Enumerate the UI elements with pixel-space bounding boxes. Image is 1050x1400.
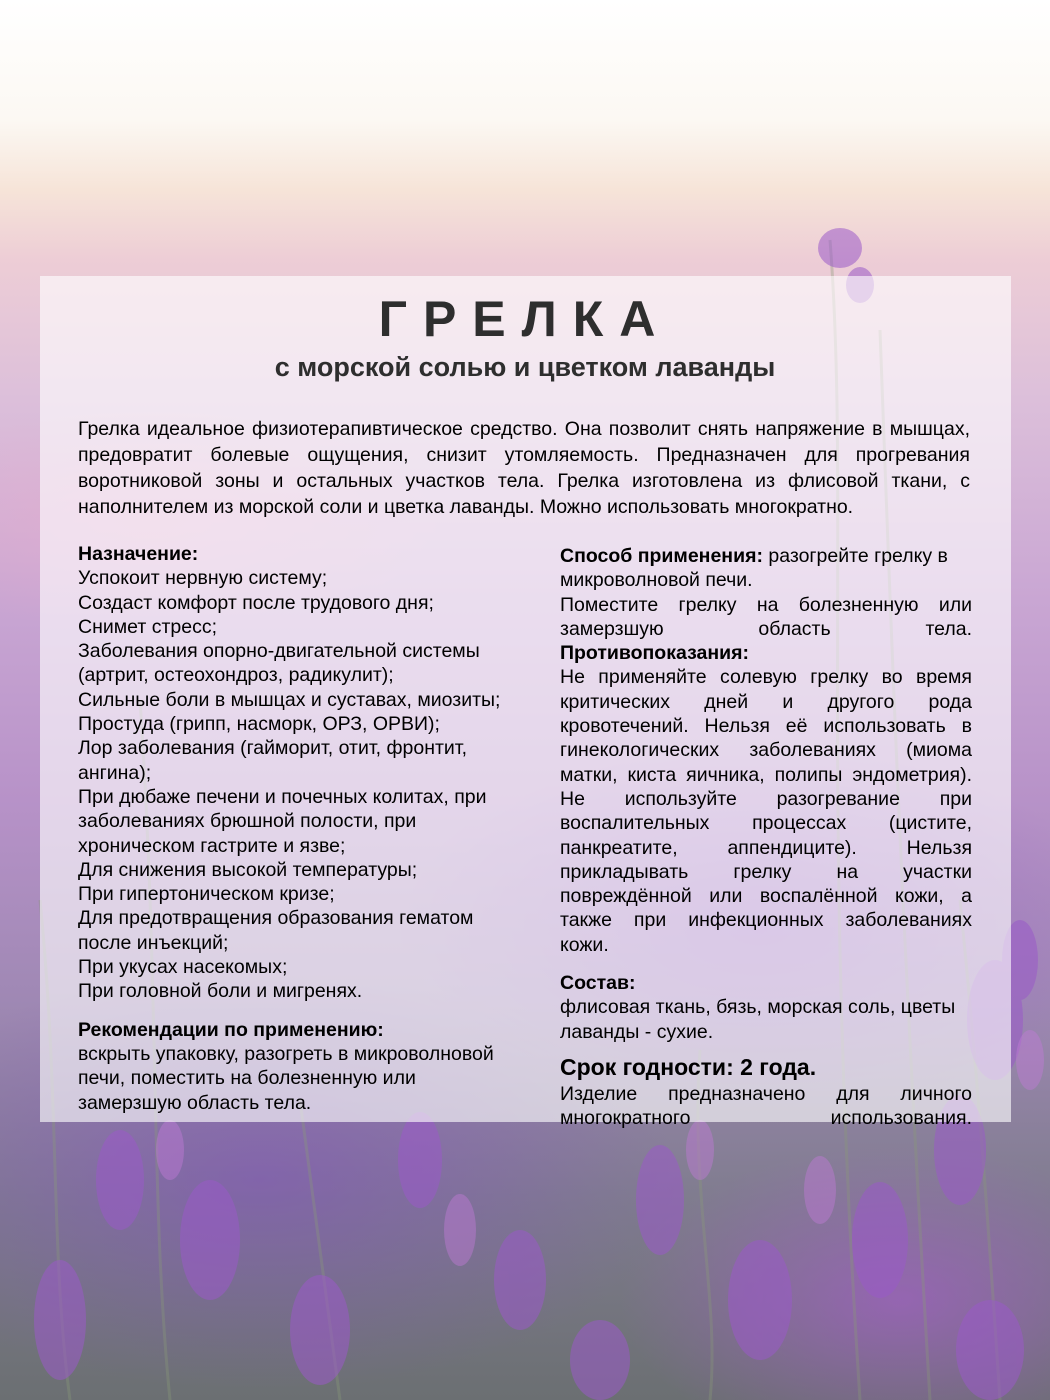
usage-heading: Способ применения: (560, 545, 763, 567)
page-title: ГРЕЛКА (378, 291, 672, 347)
purpose-item: При укусах насекомых; (78, 956, 288, 979)
purpose-item: Лор заболевания (гайморит, отит, фронтит, ангина); (78, 737, 467, 784)
purpose-item: При гипертоническом кризе; (78, 883, 335, 906)
purpose-item: Создаст комфорт после трудового дня; (78, 591, 434, 614)
composition-text: флисовая ткань, бязь, морская соль, цветы лаванды - сухие. (560, 996, 956, 1043)
purpose-heading: Назначение: (78, 543, 199, 565)
purpose-item: Сильные боли в мышцах и суставах, миозиты; (78, 688, 501, 711)
purpose-item: При дюбаже печени и почечных колитах, при заболеваниях брюшной полости, при хроническом гастрите и язве; (78, 785, 487, 857)
recommendations-text: вскрыть упаковку, разогреть в микроволновой печи, поместить на болезненную или замерзшую область тела. (78, 1042, 494, 1114)
contraindications-text: Не применяйте солевую грелку во время критических дней и другого рода кровотечений. Нельзя её использовать в гинекологических заболеваниях (миома матки, киста яичника, полипы эндометрия). Не используйте разогревание при воспалительных процессах (цистите, панкреатите, аппендиците). Нельзя прикладывать грелку на участки повреждённой или воспалённой кожи, а также при инфекционных заболеваниях кожи. (560, 666, 972, 956)
shelf-life: Срок годности: 2 года. (560, 1053, 817, 1080)
purpose-item: Успокоит нервную систему; (78, 567, 328, 590)
intro-paragraph: Грелка идеальное физиотерапивтическое средство. Она позволит снять напряжение в мышцах, предовратит болевые ощущения, снизит утомляемость. Предназначен для прогревания воротниковой зоны и остальных участков тела. Грелка изготовлена из флисовой ткани, с наполнителем из морской соли и цветка лаванды. Можно использовать многократно. (78, 418, 970, 518)
purpose-item: При головной боли и мигренях. (78, 980, 363, 1003)
purpose-item: Снимет стресс; (78, 615, 217, 638)
usage-text-2: Поместите грелку на болезненную или замерзшую область тела. (560, 593, 972, 640)
page-subtitle: с морской солью и цветком лаванды (274, 352, 776, 382)
recommendations-heading: Рекомендации по применению: (78, 1018, 384, 1041)
purpose-item: Для предотвращения образования гематом после инъекций; (78, 907, 474, 954)
composition-heading: Состав: (560, 972, 636, 995)
purpose-item: Заболевания опорно-двигательной системы (артрит, остеохондроз, радикулит); (78, 640, 480, 687)
left-column (78, 542, 518, 1115)
usage-note: Изделие предназначено для личного многократного использования. (560, 1082, 972, 1130)
purpose-item: Простуда (грипп, насморк, ОРЗ, ОРВИ); (78, 713, 440, 736)
right-column (560, 544, 972, 1131)
purpose-item: Для снижения высокой температуры; (78, 858, 418, 881)
usage-text: разогрейте грелку в микроволновой печи. (560, 545, 948, 592)
usage-block (560, 544, 972, 593)
contraindications-heading: Противопоказания: (560, 642, 749, 665)
